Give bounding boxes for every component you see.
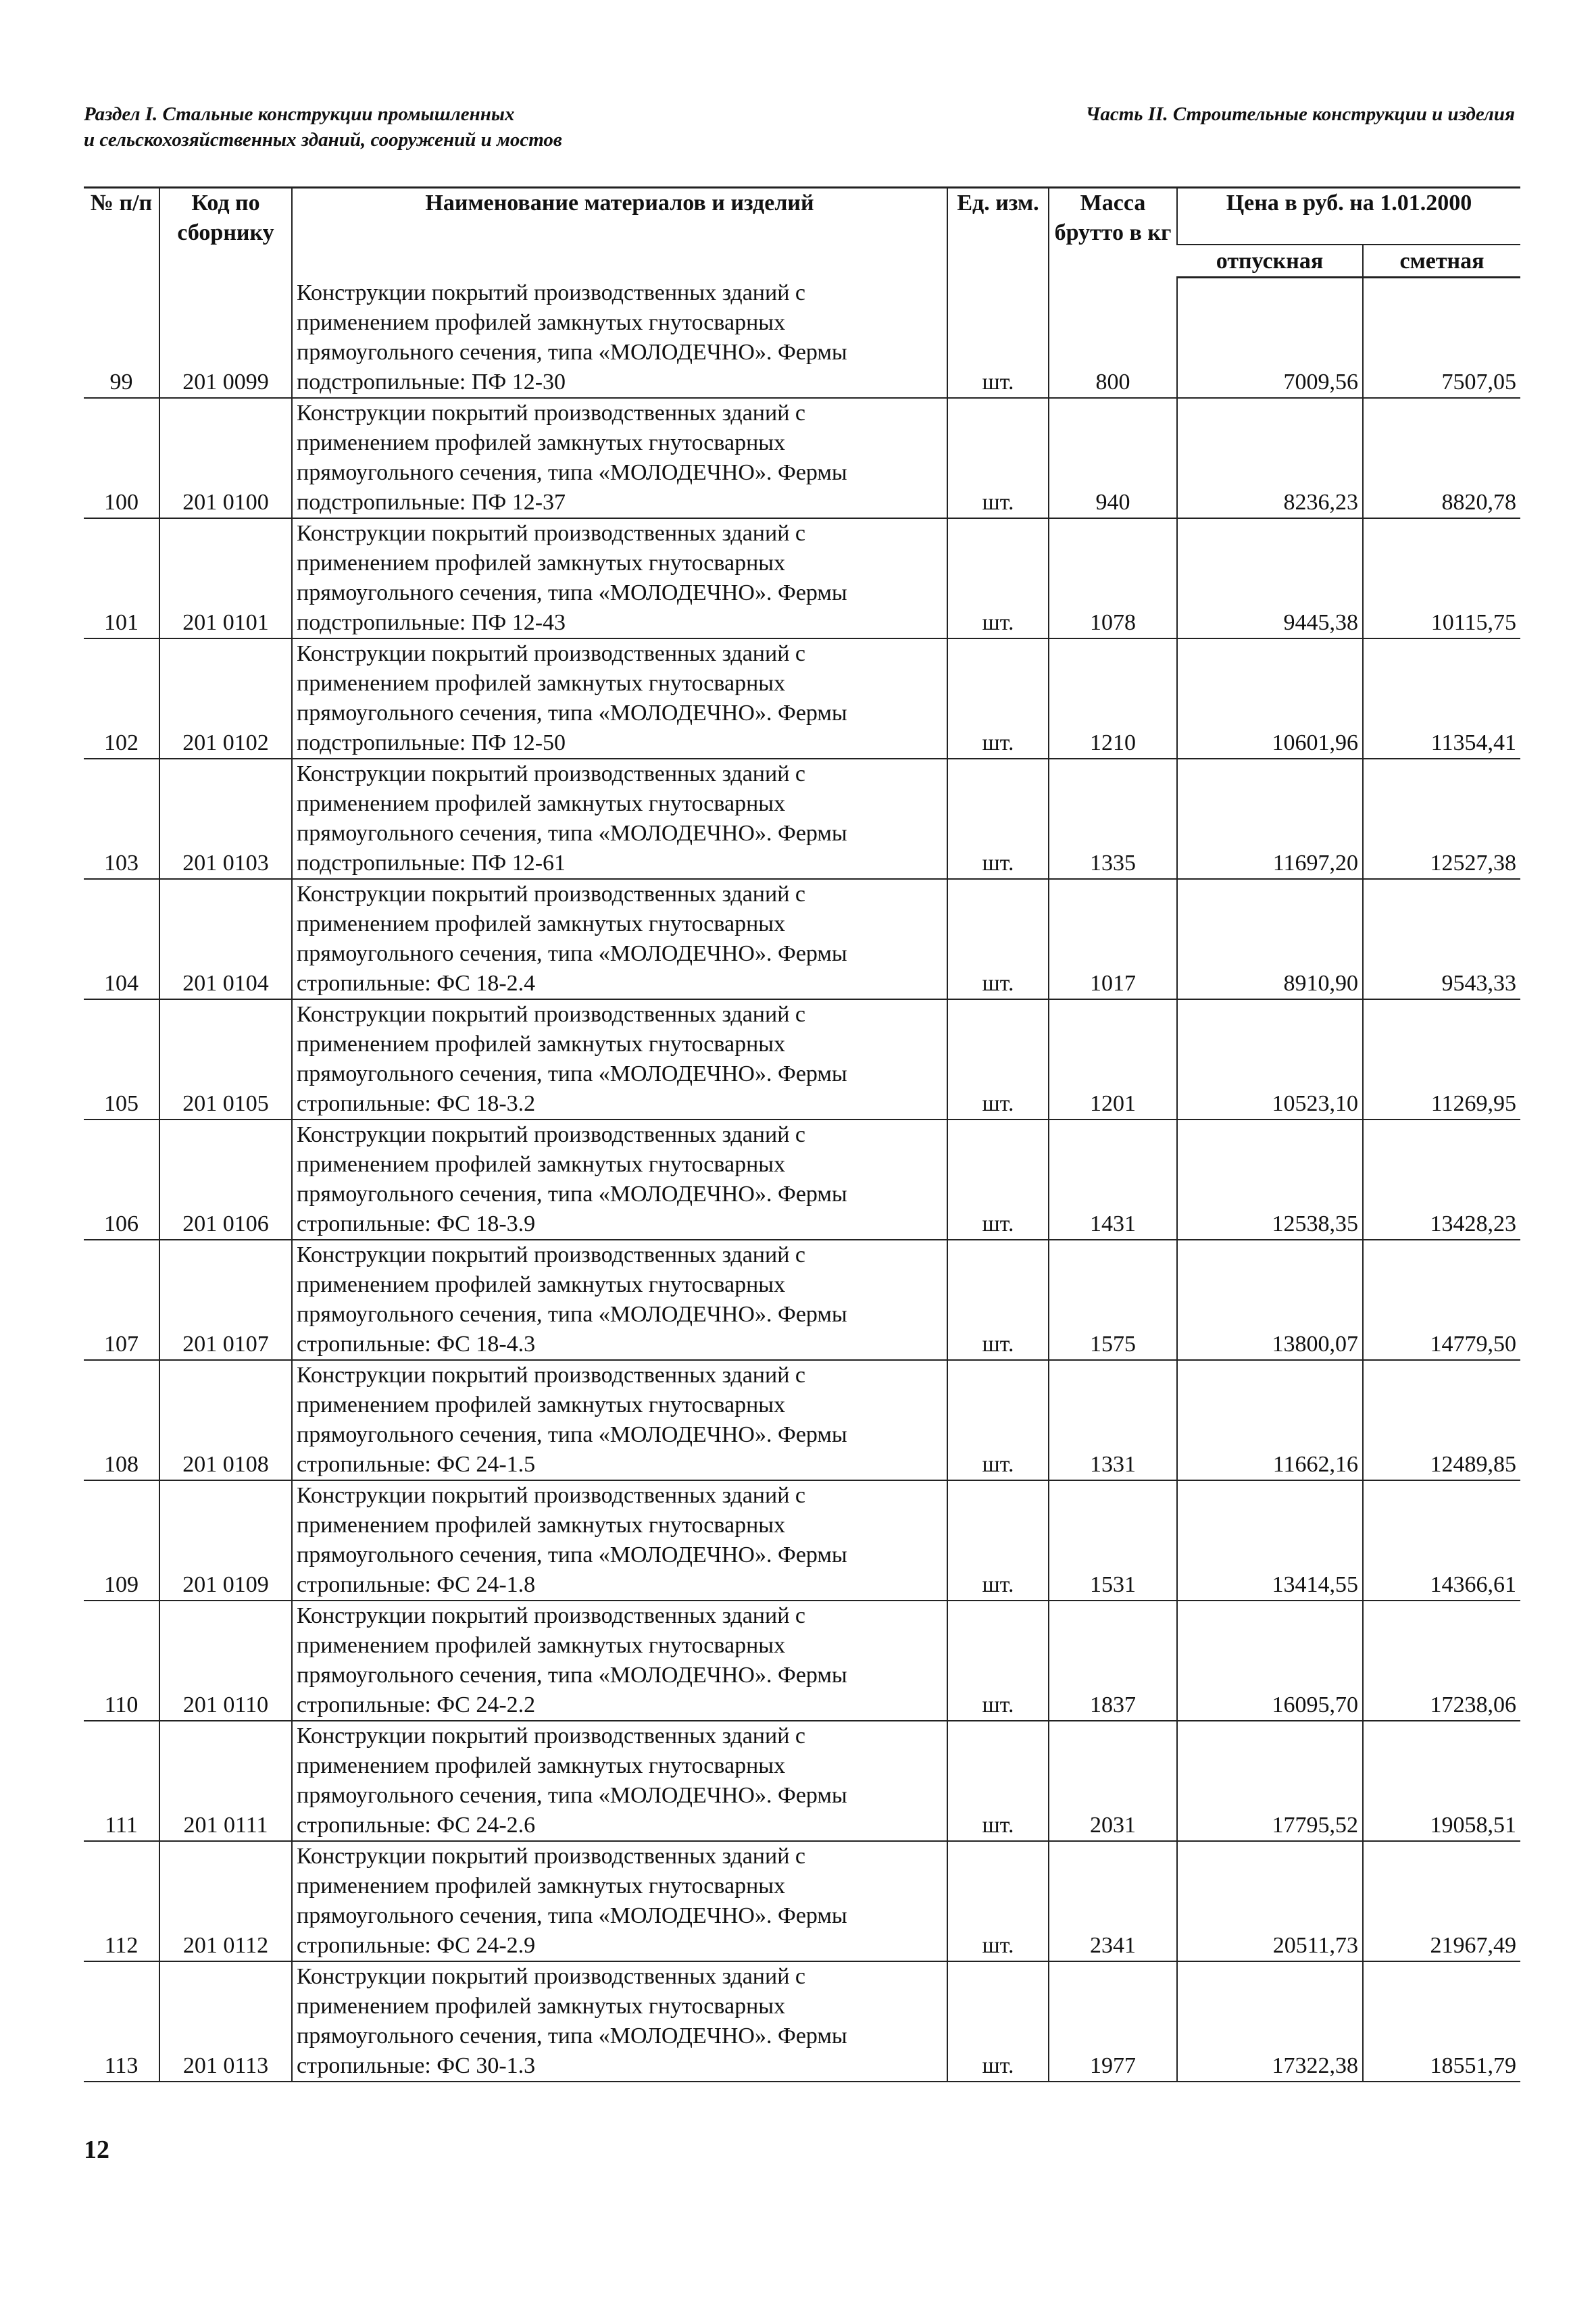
row-code: 201 0113	[159, 1961, 292, 2082]
table-body	[84, 278, 1520, 2082]
row-name: Конструкции покрытий производственных зданий с применением профилей замкнутых гнутосварных прямоугольного сечения, типа «МОЛОДЕЧНО». Фермы стропильные: ФС 18-3.2	[292, 999, 947, 1120]
row-number: 103	[84, 759, 159, 879]
row-number: 100	[84, 398, 159, 518]
row-code: 201 0106	[159, 1120, 292, 1240]
row-name: Конструкции покрытий производственных зданий с применением профилей замкнутых гнутосварных прямоугольного сечения, типа «МОЛОДЕЧНО». Фермы стропильные: ФС 24-2.9	[292, 1841, 947, 1961]
row-name: Конструкции покрытий производственных зданий с применением профилей замкнутых гнутосварных прямоугольного сечения, типа «МОЛОДЕЧНО». Фермы подстропильные: ПФ 12-30	[292, 278, 947, 398]
row-price-release: 9445,38	[1177, 518, 1363, 638]
section-header-line-2: и сельскохозяйственных зданий, сооружений и мостов	[84, 129, 562, 151]
row-mass: 1210	[1049, 638, 1177, 759]
row-price-release: 20511,73	[1177, 1841, 1363, 1961]
row-price-estimate: 12489,85	[1363, 1360, 1520, 1480]
row-price-estimate: 7507,05	[1363, 278, 1520, 398]
col-header-mass: Масса брутто в кг	[1049, 188, 1177, 278]
row-price-estimate: 11269,95	[1363, 999, 1520, 1120]
row-mass: 2031	[1049, 1721, 1177, 1841]
table-row	[84, 1480, 1520, 1601]
table-row	[84, 1961, 1520, 2082]
row-price-release: 17322,38	[1177, 1961, 1363, 2082]
row-code: 201 0099	[159, 278, 292, 398]
row-price-estimate: 8820,78	[1363, 398, 1520, 518]
row-mass: 1078	[1049, 518, 1177, 638]
row-unit: шт.	[947, 1120, 1049, 1240]
row-number: 104	[84, 879, 159, 999]
row-unit: шт.	[947, 398, 1049, 518]
row-unit: шт.	[947, 1601, 1049, 1721]
table-row	[84, 759, 1520, 879]
row-code: 201 0107	[159, 1240, 292, 1360]
row-number: 102	[84, 638, 159, 759]
row-price-estimate: 19058,51	[1363, 1721, 1520, 1841]
row-unit: шт.	[947, 999, 1049, 1120]
row-code: 201 0105	[159, 999, 292, 1120]
row-name: Конструкции покрытий производственных зданий с применением профилей замкнутых гнутосварных прямоугольного сечения, типа «МОЛОДЕЧНО». Фермы стропильные: ФС 24-1.8	[292, 1480, 947, 1601]
row-mass: 1335	[1049, 759, 1177, 879]
row-price-release: 11697,20	[1177, 759, 1363, 879]
row-mass: 1201	[1049, 999, 1177, 1120]
row-mass: 1977	[1049, 1961, 1177, 2082]
row-name: Конструкции покрытий производственных зданий с применением профилей замкнутых гнутосварных прямоугольного сечения, типа «МОЛОДЕЧНО». Фермы подстропильные: ПФ 12-37	[292, 398, 947, 518]
row-mass: 2341	[1049, 1841, 1177, 1961]
row-price-release: 7009,56	[1177, 278, 1363, 398]
col-header-price-group: Цена в руб. на 1.01.2000	[1177, 188, 1520, 245]
table-row	[84, 1120, 1520, 1240]
row-number: 108	[84, 1360, 159, 1480]
row-name: Конструкции покрытий производственных зданий с применением профилей замкнутых гнутосварных прямоугольного сечения, типа «МОЛОДЕЧНО». Фермы стропильные: ФС 24-2.2	[292, 1601, 947, 1721]
row-number: 110	[84, 1601, 159, 1721]
row-price-release: 8910,90	[1177, 879, 1363, 999]
row-code: 201 0104	[159, 879, 292, 999]
table-row	[84, 1841, 1520, 1961]
row-code: 201 0103	[159, 759, 292, 879]
row-number: 107	[84, 1240, 159, 1360]
row-unit: шт.	[947, 759, 1049, 879]
row-code: 201 0112	[159, 1841, 292, 1961]
col-header-unit: Ед. изм.	[947, 188, 1049, 278]
row-price-estimate: 13428,23	[1363, 1120, 1520, 1240]
row-price-estimate: 17238,06	[1363, 1601, 1520, 1721]
row-price-release: 17795,52	[1177, 1721, 1363, 1841]
row-price-release: 11662,16	[1177, 1360, 1363, 1480]
table-row	[84, 1721, 1520, 1841]
row-price-estimate: 18551,79	[1363, 1961, 1520, 2082]
row-price-release: 10523,10	[1177, 999, 1363, 1120]
row-name: Конструкции покрытий производственных зданий с применением профилей замкнутых гнутосварных прямоугольного сечения, типа «МОЛОДЕЧНО». Фермы подстропильные: ПФ 12-61	[292, 759, 947, 879]
row-name: Конструкции покрытий производственных зданий с применением профилей замкнутых гнутосварных прямоугольного сечения, типа «МОЛОДЕЧНО». Фермы стропильные: ФС 24-1.5	[292, 1360, 947, 1480]
row-mass: 800	[1049, 278, 1177, 398]
row-unit: шт.	[947, 638, 1049, 759]
row-mass: 1431	[1049, 1120, 1177, 1240]
table-row	[84, 1360, 1520, 1480]
section-header-line-1: Раздел I. Стальные конструкции промышленных	[84, 103, 515, 125]
row-unit: шт.	[947, 1721, 1049, 1841]
row-code: 201 0102	[159, 638, 292, 759]
row-unit: шт.	[947, 1240, 1049, 1360]
row-code: 201 0101	[159, 518, 292, 638]
row-number: 105	[84, 999, 159, 1120]
row-price-estimate: 11354,41	[1363, 638, 1520, 759]
col-header-code: Код по сборнику	[159, 188, 292, 278]
page-number: 12	[84, 2136, 109, 2164]
table-row	[84, 398, 1520, 518]
row-name: Конструкции покрытий производственных зданий с применением профилей замкнутых гнутосварных прямоугольного сечения, типа «МОЛОДЕЧНО». Фермы стропильные: ФС 18-2.4	[292, 879, 947, 999]
section-header	[84, 101, 827, 153]
row-unit: шт.	[947, 1360, 1049, 1480]
row-number: 111	[84, 1721, 159, 1841]
row-code: 201 0110	[159, 1601, 292, 1721]
row-number: 112	[84, 1841, 159, 1961]
row-price-estimate: 12527,38	[1363, 759, 1520, 879]
row-price-release: 13800,07	[1177, 1240, 1363, 1360]
row-name: Конструкции покрытий производственных зданий с применением профилей замкнутых гнутосварных прямоугольного сечения, типа «МОЛОДЕЧНО». Фермы стропильные: ФС 30-1.3	[292, 1961, 947, 2082]
row-price-estimate: 14366,61	[1363, 1480, 1520, 1601]
row-name: Конструкции покрытий производственных зданий с применением профилей замкнутых гнутосварных прямоугольного сечения, типа «МОЛОДЕЧНО». Фермы стропильные: ФС 18-3.9	[292, 1120, 947, 1240]
row-unit: шт.	[947, 518, 1049, 638]
row-unit: шт.	[947, 1480, 1049, 1601]
row-name: Конструкции покрытий производственных зданий с применением профилей замкнутых гнутосварных прямоугольного сечения, типа «МОЛОДЕЧНО». Фермы подстропильные: ПФ 12-43	[292, 518, 947, 638]
row-mass: 1575	[1049, 1240, 1177, 1360]
row-mass: 1331	[1049, 1360, 1177, 1480]
row-name: Конструкции покрытий производственных зданий с применением профилей замкнутых гнутосварных прямоугольного сечения, типа «МОЛОДЕЧНО». Фермы стропильные: ФС 24-2.6	[292, 1721, 947, 1841]
row-unit: шт.	[947, 278, 1049, 398]
row-unit: шт.	[947, 1961, 1049, 2082]
row-price-estimate: 14779,50	[1363, 1240, 1520, 1360]
row-mass: 940	[1049, 398, 1177, 518]
table-row	[84, 518, 1520, 638]
row-code: 201 0109	[159, 1480, 292, 1601]
row-number: 99	[84, 278, 159, 398]
row-number: 106	[84, 1120, 159, 1240]
row-name: Конструкции покрытий производственных зданий с применением профилей замкнутых гнутосварных прямоугольного сечения, типа «МОЛОДЕЧНО». Фермы подстропильные: ПФ 12-50	[292, 638, 947, 759]
row-code: 201 0100	[159, 398, 292, 518]
row-name: Конструкции покрытий производственных зданий с применением профилей замкнутых гнутосварных прямоугольного сечения, типа «МОЛОДЕЧНО». Фермы стропильные: ФС 18-4.3	[292, 1240, 947, 1360]
col-header-price-estimate: сметная	[1363, 245, 1520, 278]
table-row	[84, 1601, 1520, 1721]
row-price-estimate: 10115,75	[1363, 518, 1520, 638]
row-code: 201 0111	[159, 1721, 292, 1841]
table-row	[84, 1240, 1520, 1360]
col-header-price-release: отпускная	[1177, 245, 1363, 278]
row-price-release: 8236,23	[1177, 398, 1363, 518]
row-unit: шт.	[947, 879, 1049, 999]
row-price-estimate: 9543,33	[1363, 879, 1520, 999]
table-row	[84, 879, 1520, 999]
row-price-release: 12538,35	[1177, 1120, 1363, 1240]
row-price-release: 16095,70	[1177, 1601, 1363, 1721]
row-mass: 1531	[1049, 1480, 1177, 1601]
table-row	[84, 999, 1520, 1120]
table-row	[84, 638, 1520, 759]
table-row	[84, 278, 1520, 398]
price-table	[84, 186, 1520, 2082]
table-header	[84, 188, 1520, 278]
row-number: 101	[84, 518, 159, 638]
row-price-estimate: 21967,49	[1363, 1841, 1520, 1961]
row-mass: 1837	[1049, 1601, 1177, 1721]
part-header: Часть II. Строительные конструкции и изделия	[1085, 103, 1515, 125]
col-header-name: Наименование материалов и изделий	[292, 188, 947, 278]
row-mass: 1017	[1049, 879, 1177, 999]
row-price-release: 13414,55	[1177, 1480, 1363, 1601]
row-price-release: 10601,96	[1177, 638, 1363, 759]
row-code: 201 0108	[159, 1360, 292, 1480]
row-number: 113	[84, 1961, 159, 2082]
row-unit: шт.	[947, 1841, 1049, 1961]
row-number: 109	[84, 1480, 159, 1601]
col-header-num: № п/п	[84, 188, 159, 278]
